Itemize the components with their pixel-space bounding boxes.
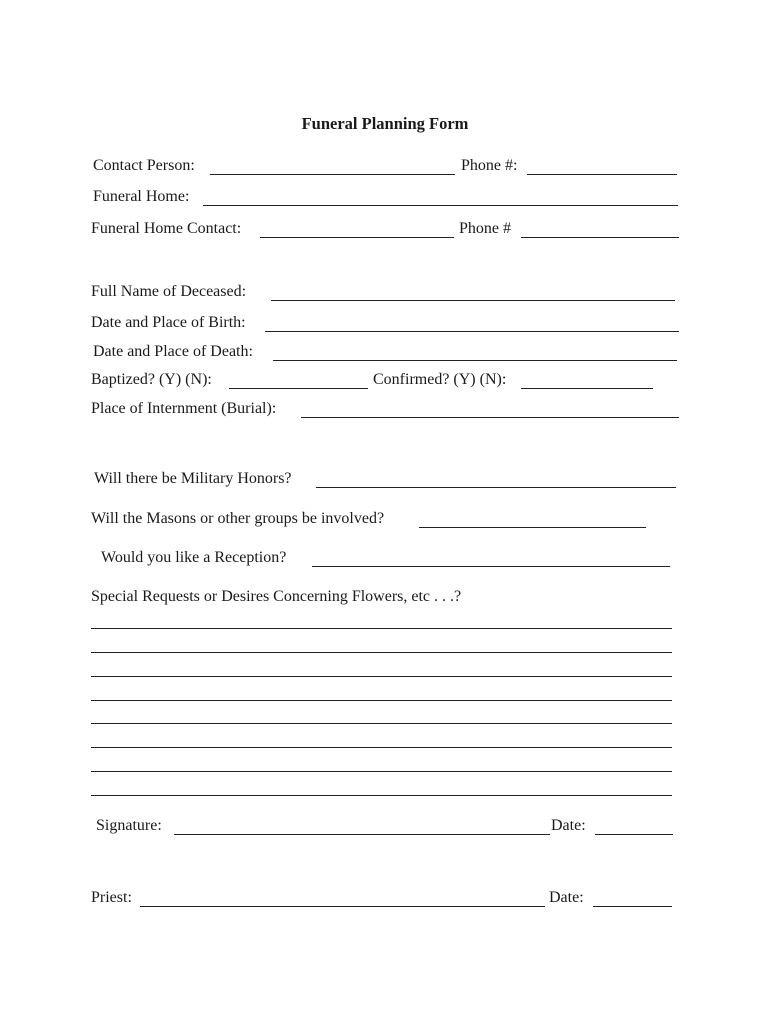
military-honors-label: Will there be Military Honors? — [94, 470, 292, 487]
phone-field-1[interactable] — [527, 174, 677, 175]
date-field-2[interactable] — [593, 906, 672, 907]
signature-field[interactable] — [174, 834, 550, 835]
special-requests-line-4[interactable] — [91, 700, 672, 701]
funeral-home-label: Funeral Home: — [93, 188, 190, 205]
special-requests-line-6[interactable] — [91, 747, 672, 748]
death-label: Date and Place of Death: — [93, 343, 253, 360]
date-field-1[interactable] — [595, 834, 673, 835]
death-field[interactable] — [273, 360, 677, 361]
masons-field[interactable] — [419, 527, 646, 528]
priest-field[interactable] — [140, 906, 545, 907]
funeral-home-contact-field[interactable] — [260, 237, 454, 238]
internment-field[interactable] — [301, 417, 679, 418]
birth-label: Date and Place of Birth: — [91, 314, 246, 331]
funeral-home-field[interactable] — [203, 205, 678, 206]
full-name-field[interactable] — [271, 300, 675, 301]
military-honors-field[interactable] — [316, 487, 676, 488]
date-label-1: Date: — [551, 817, 586, 834]
contact-person-field[interactable] — [210, 174, 455, 175]
form-title: Funeral Planning Form — [301, 114, 469, 133]
reception-field[interactable] — [312, 566, 670, 567]
baptized-field[interactable] — [229, 388, 368, 389]
date-label-2: Date: — [549, 889, 584, 906]
confirmed-label: Confirmed? (Y) (N): — [373, 371, 507, 388]
masons-label: Will the Masons or other groups be involved? — [91, 510, 385, 527]
phone-label-1: Phone #: — [461, 157, 518, 174]
baptized-label: Baptized? (Y) (N): — [91, 371, 212, 388]
special-requests-line-1[interactable] — [91, 628, 672, 629]
special-requests-line-7[interactable] — [91, 771, 672, 772]
special-requests-line-8[interactable] — [91, 795, 672, 796]
special-requests-line-5[interactable] — [91, 723, 672, 724]
full-name-label: Full Name of Deceased: — [91, 283, 247, 300]
phone-field-2[interactable] — [521, 237, 679, 238]
funeral-home-contact-label: Funeral Home Contact: — [91, 220, 242, 237]
special-requests-label: Special Requests or Desires Concerning Flowers, etc . . .? — [91, 588, 462, 605]
priest-label: Priest: — [91, 889, 132, 906]
phone-label-2: Phone # — [459, 220, 511, 237]
contact-person-label: Contact Person: — [93, 157, 195, 174]
special-requests-line-3[interactable] — [91, 676, 672, 677]
signature-label: Signature: — [96, 817, 162, 834]
special-requests-line-2[interactable] — [91, 652, 672, 653]
birth-field[interactable] — [265, 331, 679, 332]
reception-label: Would you like a Reception? — [101, 549, 287, 566]
internment-label: Place of Internment (Burial): — [91, 400, 277, 417]
confirmed-field[interactable] — [521, 388, 653, 389]
